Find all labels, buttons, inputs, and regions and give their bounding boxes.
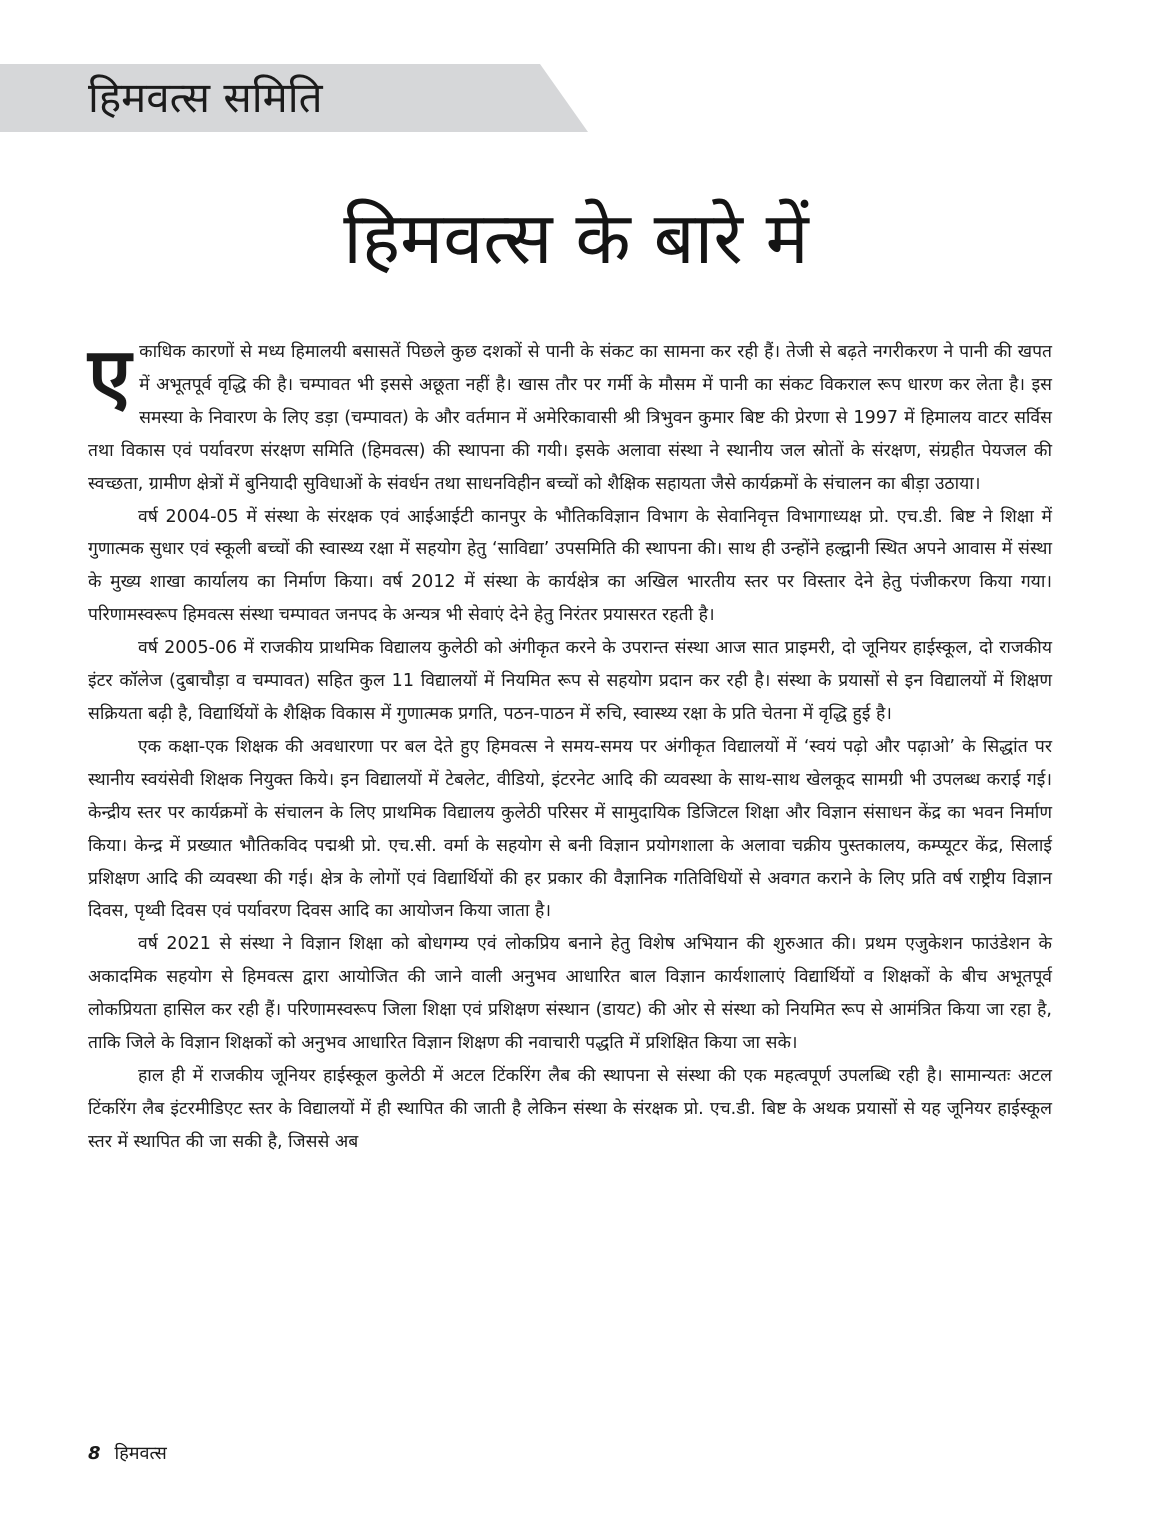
paragraph: वर्ष 2004-05 में संस्था के संरक्षक एवं आईआईटी कानपुर के भौतिकविज्ञान विभाग के सेवानिवृत्त विभागाध्यक्ष प्रो. एच.डी. बिष्ट ने शिक्षा में गुणात्मक सुधार एवं स्कूली बच्चों की स्वास्थ्य रक्षा में सहयोग हेतु ‘साविद्या’ उपसमिति की स्थापना की। साथ ही उन्होंने हल्द्वानी स्थित अपने आवास में संस्था के मुख्य शाखा कार्यालय का निर्माण किया। वर्ष 2012 में संस्था के कार्यक्षेत्र का अखिल भारतीय स्तर पर विस्तार देने हेतु पंजीकरण किया गया। परिणामस्वरूप हिमवत्स संस्था चम्पावत जनपद के अन्यत्र भी सेवाएं देने हेतु निरंतर प्रयासरत रहती है। xyxy=(88,506,1052,626)
page-number: 8 xyxy=(88,1443,101,1464)
paragraph: वर्ष 2021 से संस्था ने विज्ञान शिक्षा को बोधगम्य एवं लोकप्रिय बनाने हेतु विशेष अभियान की शुरुआत की। प्रथम एजुकेशन फाउंडेशन के अकादमिक सहयोग से हिमवत्स द्वारा आयोजित की जाने वाली अनुभव आधारित बाल विज्ञान कार्यशालाएं विद्यार्थियों व शिक्षकों के बीच अभूतपूर्व लोकप्रियता हासिल कर रही हैं। परिणामस्वरूप जिला शिक्षा एवं प्रशिक्षण संस्थान (डायट) की ओर से संस्था को नियमित रूप से आमंत्रित किया जा रहा है, ताकि जिले के विज्ञान शिक्षकों को अनुभव आधारित विज्ञान शिक्षण की नवाचारी पद्धति में प्रशिक्षित किया जा सके। xyxy=(88,934,1052,1054)
page-footer xyxy=(88,1436,167,1472)
article-body xyxy=(88,332,1052,1159)
paragraph-text: काधिक कारणों से मध्य हिमालयी बसासतें पिछले कुछ दशकों से पानी के संकट का सामना कर रही हैं। तेजी से बढ़ते नगरीकरण ने पानी की खपत में अभूतपूर्व वृद्धि की है। चम्पावत भी इससे अछूता नहीं है। खास तौर पर गर्मी के मौसम में पानी का संकट विकराल रूप धारण कर लेता है। इस समस्या के निवारण के लिए डड़ा (चम्पावत) के और वर्तमान में अमेरिकावासी श्री त्रिभुवन कुमार बिष्ट की प्रेरणा से 1997 में हिमालय वाटर सर्विस तथा विकास एवं पर्यावरण संरक्षण समिति (हिमवत्स) की स्थापना की गयी। इसके अलावा संस्था ने स्थानीय जल स्रोतों के संरक्षण, संग्रहीत पेयजल की स्वच्छता, ग्रामीण क्षेत्रों में बुनियादी सुविधाओं के संवर्धन तथा साधनविहीन बच्चों को शैक्षिक सहायता जैसे कार्यक्रमों के संचालन का बीड़ा उठाया। xyxy=(88,342,1052,494)
paragraph-intro xyxy=(88,332,1052,501)
paragraph: एक कक्षा-एक शिक्षक की अवधारणा पर बल देते हुए हिमवत्स ने समय-समय पर अंगीकृत विद्यालयों में ‘स्वयं पढ़ो और पढ़ाओ’ के सिद्धांत पर स्थानीय स्वयंसेवी शिक्षक नियुक्त किये। इन विद्यालयों में टेबलेट, वीडियो, इंटरनेट आदि की व्यवस्था के साथ-साथ खेलकूद सामग्री भी उपलब्ध कराई गई। केन्द्रीय स्तर पर कार्यक्रमों के संचालन के लिए प्राथमिक विद्यालय कुलेठी परिसर में सामुदायिक डिजिटल शिक्षा और विज्ञान संसाधन केंद्र का भवन निर्माण किया। केन्द्र में प्रख्यात भौतिकविद पद्मश्री प्रो. एच.सी. वर्मा के सहयोग से बनी विज्ञान प्रयोगशाला के अलावा चक्रीय पुस्तकालय, कम्प्यूटर केंद्र, सिलाई प्रशिक्षण आदि की व्यवस्था की गई। क्षेत्र के लोगों एवं विद्यार्थियों की हर प्रकार की वैज्ञानिक गतिविधियों से अवगत कराने के लिए प्रति वर्ष राष्ट्रीय विज्ञान दिवस, पृथ्वी दिवस एवं पर्यावरण दिवस आदि का आयोजन किया जाता है। xyxy=(88,736,1052,922)
drop-cap: ए xyxy=(88,332,132,422)
publication-name: हिमवत्स xyxy=(114,1443,167,1464)
section-title: हिमवत्स समिति xyxy=(88,73,323,122)
page-title: हिमवत्स के बारे में xyxy=(343,196,809,280)
paragraph: वर्ष 2005-06 में राजकीय प्राथमिक विद्यालय कुलेठी को अंगीकृत करने के उपरान्त संस्था आज सात प्राइमरी, दो जूनियर हाईस्कूल, दो राजकीय इंटर कॉलेज (दुबाचौड़ा व चम्पावत) सहित कुल 11 विद्यालयों में नियमित रूप से सहयोग प्रदान कर रही है। संस्था के प्रयासों से इन विद्यालयों में शिक्षण सक्रियता बढ़ी है, विद्यार्थियों के शैक्षिक विकास में गुणात्मक प्रगति, पठन-पाठन में रुचि, स्वास्थ्य रक्षा के प्रति चेतना में वृद्धि हुई है। xyxy=(88,638,1052,724)
paragraph: हाल ही में राजकीय जूनियर हाईस्कूल कुलेठी में अटल टिंकरिंग लैब की स्थापना से संस्था की एक महत्वपूर्ण उपलब्धि रही है। सामान्यतः अटल टिंकरिंग लैब इंटरमीडिएट स्तर के विद्यालयों में ही स्थापित की जाती है लेकिन संस्था के संरक्षक प्रो. एच.डी. बिष्ट के अथक प्रयासों से यह जूनियर हाईस्कूल स्तर में स्थापित की जा सकी है, जिससे अब xyxy=(88,1065,1052,1152)
